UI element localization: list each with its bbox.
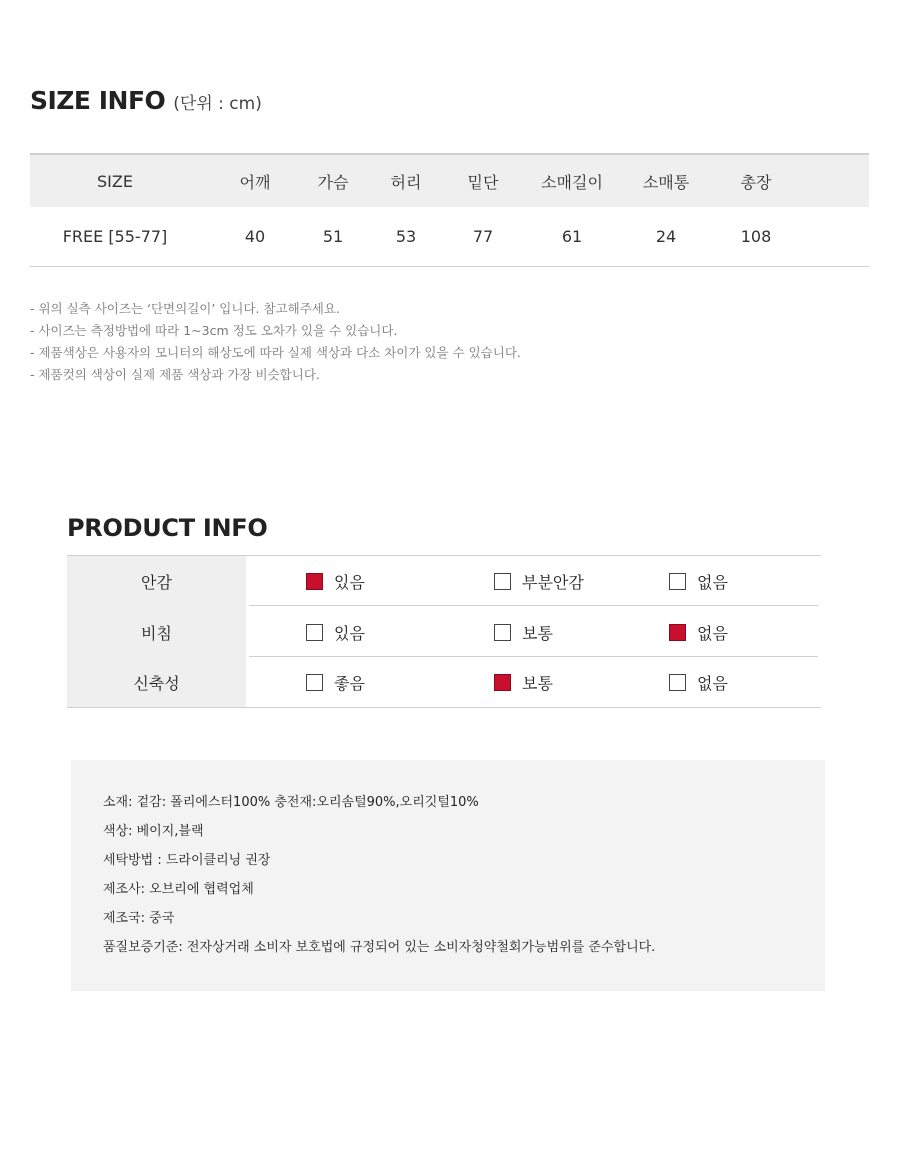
product-row-sheerness	[67, 607, 821, 657]
product-info-title: PRODUCT INFO	[67, 514, 268, 542]
product-row-label: 신축성	[133, 673, 180, 693]
size-header-chest: 가슴	[317, 172, 349, 192]
size-header-size: SIZE	[97, 171, 133, 191]
size-info-title	[30, 86, 262, 126]
size-info-heading: SIZE INFO	[30, 86, 166, 115]
note-line: - 제품색상은 사용자의 모니터의 해상도에 따라 실제 색상과 다소 차이가 있을 수 있습니다.	[30, 345, 521, 360]
option-lining-partial	[494, 556, 584, 606]
product-row-lining	[67, 556, 821, 606]
option-sheer-yes	[306, 607, 365, 657]
option-sheer-normal	[494, 607, 553, 657]
size-notes	[30, 298, 521, 386]
checkbox-icon	[669, 573, 686, 590]
note-line: - 제품컷의 색상이 실제 제품 색상과 가장 비슷합니다.	[30, 367, 320, 382]
row-divider	[249, 605, 818, 606]
option-label: 없음	[697, 673, 728, 693]
option-stretch-normal	[494, 657, 553, 707]
size-header-sleeve-width: 소매통	[642, 172, 690, 192]
size-header-sleeve-length: 소매길이	[541, 172, 603, 192]
table-row	[30, 207, 869, 267]
manufacturer-line: 제조사: 오브리에 협력업체	[103, 882, 254, 897]
product-info-table	[67, 555, 821, 708]
size-header-waist: 허리	[390, 172, 422, 192]
checked-checkbox-icon	[494, 674, 511, 691]
size-header-total-length: 총장	[740, 172, 772, 192]
option-label: 있음	[334, 572, 365, 592]
size-header-shoulder: 어깨	[239, 172, 271, 192]
option-label: 좋음	[334, 673, 365, 693]
checkbox-icon	[494, 624, 511, 641]
note-line: - 사이즈는 측정방법에 따라 1~3cm 정도 오차가 있을 수 있습니다.	[30, 323, 398, 338]
checked-checkbox-icon	[669, 624, 686, 641]
material-line: 소재: 겉감: 폴리에스터100% 충전재:오리솜털90%,오리깃털10%	[103, 795, 479, 810]
checkbox-icon	[494, 573, 511, 590]
size-header-hem: 밑단	[467, 172, 499, 192]
checkbox-icon	[306, 674, 323, 691]
option-label: 없음	[697, 572, 728, 592]
option-label: 보통	[522, 673, 553, 693]
option-label: 없음	[697, 623, 728, 643]
option-lining-yes	[306, 556, 365, 606]
material-info-box	[71, 760, 825, 991]
size-table	[30, 153, 869, 267]
size-cell-shoulder: 40	[244, 227, 266, 246]
color-line: 색상: 베이지,블랙	[103, 824, 204, 839]
product-row-label: 비침	[141, 623, 172, 643]
size-cell-sleeve-length: 61	[561, 227, 583, 246]
option-stretch-good	[306, 657, 365, 707]
size-info-unit: (단위 : cm)	[173, 94, 262, 114]
option-lining-none	[669, 556, 728, 606]
size-cell-hem: 77	[472, 227, 494, 246]
product-row-stretch	[67, 657, 821, 707]
warranty-line: 품질보증기준: 전자상거래 소비자 보호법에 규정되어 있는 소비자청약철회가능범위를 준수합니다.	[103, 940, 656, 955]
size-cell-sleeve-width: 24	[655, 227, 677, 246]
washing-line: 세탁방법 : 드라이클리닝 권장	[103, 853, 271, 868]
option-label: 부분안감	[522, 572, 584, 592]
size-cell-chest: 51	[322, 227, 344, 246]
option-sheer-none	[669, 607, 728, 657]
note-line: - 위의 실측 사이즈는 ‘단면의길이’ 입니다. 참고해주세요.	[30, 301, 340, 316]
product-row-label: 안감	[141, 572, 172, 592]
size-table-header	[30, 153, 869, 207]
option-label: 있음	[334, 623, 365, 643]
option-stretch-none	[669, 657, 728, 707]
size-cell-waist: 53	[395, 227, 417, 246]
checkbox-icon	[669, 674, 686, 691]
size-cell-size: FREE [55-77]	[62, 227, 168, 246]
checkbox-icon	[306, 624, 323, 641]
checked-checkbox-icon	[306, 573, 323, 590]
size-cell-total-length: 108	[740, 227, 772, 246]
option-label: 보통	[522, 623, 553, 643]
origin-line: 제조국: 중국	[103, 911, 175, 926]
